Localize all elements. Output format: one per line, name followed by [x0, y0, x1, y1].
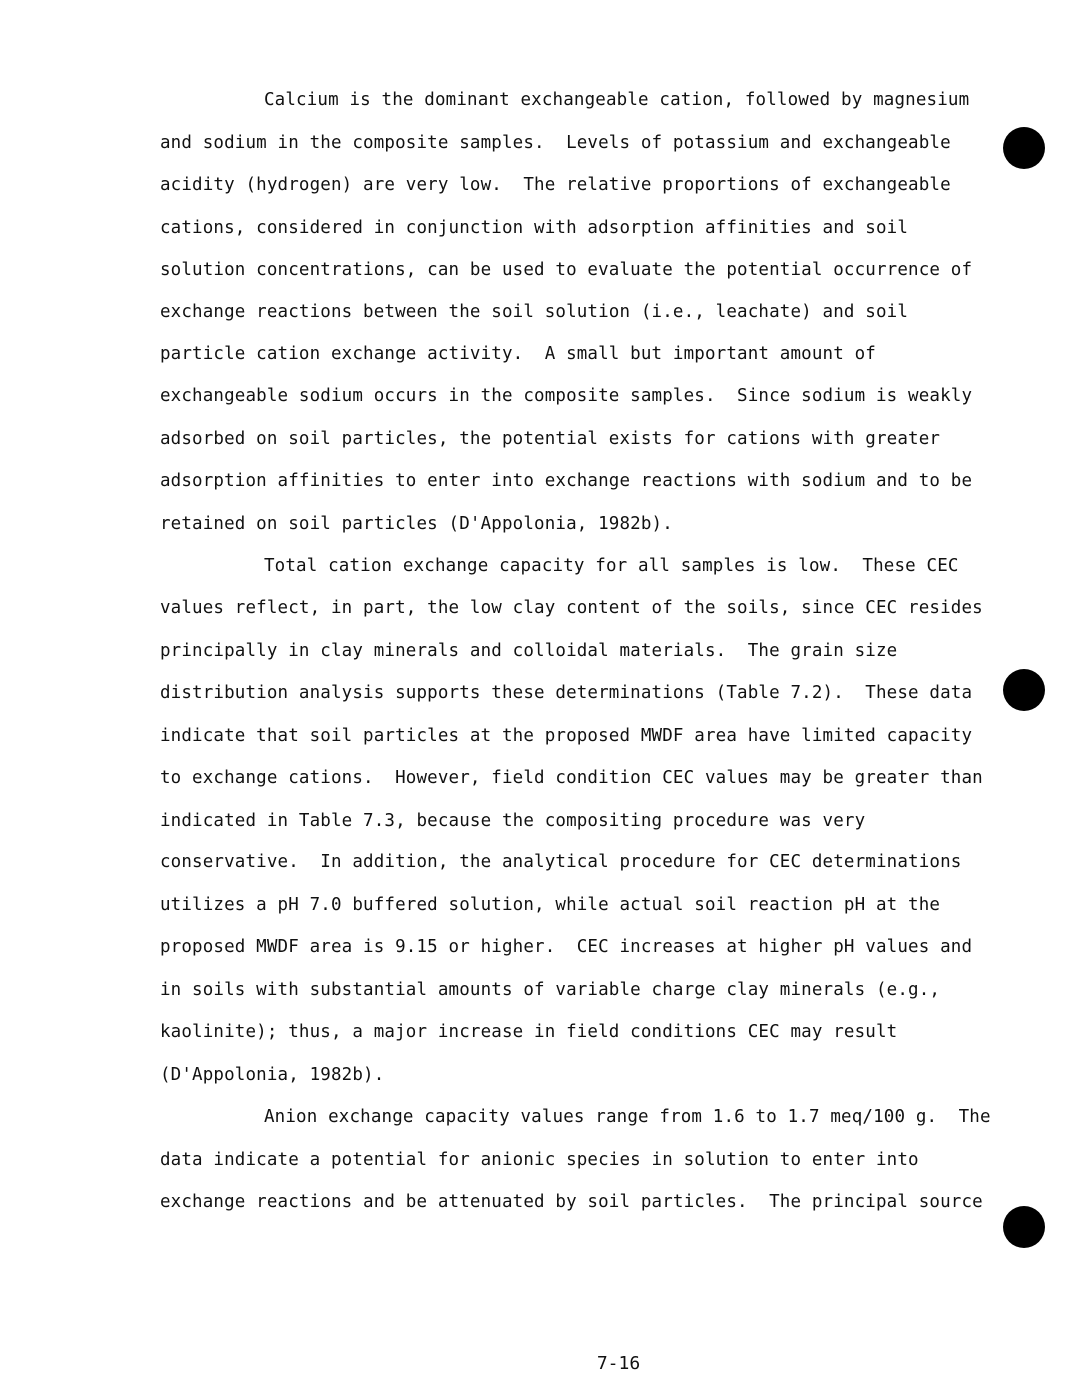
text-line: distribution analysis supports these determinations (Table 7.2). These data [160, 683, 973, 703]
text-line: in soils with substantial amounts of variable charge clay minerals (e.g., [160, 980, 941, 1000]
text-line: (D'Appolonia, 1982b). [160, 1065, 385, 1085]
text-line: solution concentrations, can be used to evaluate the potential occurrence of [160, 260, 973, 280]
text-line: adsorption affinities to enter into exchange reactions with sodium and to be [160, 471, 973, 491]
text-line: particle cation exchange activity. A small but important amount of [160, 344, 876, 364]
text-line: retained on soil particles (D'Appolonia, 1982b). [160, 514, 673, 534]
punch-hole-middle [1003, 669, 1045, 711]
text-line: to exchange cations. However, field condition CEC values may be greater than [160, 768, 983, 788]
text-line: kaolinite); thus, a major increase in field conditions CEC may result [160, 1022, 898, 1042]
text-line: indicate that soil particles at the proposed MWDF area have limited capacity [160, 726, 973, 746]
text-line: conservative. In addition, the analytical procedure for CEC determinations [160, 852, 962, 872]
text-line: Anion exchange capacity values range from 1.6 to 1.7 meq/100 g. The [264, 1107, 991, 1127]
text-line: cations, considered in conjunction with adsorption affinities and soil [160, 218, 909, 238]
text-line: indicated in Table 7.3, because the compositing procedure was very [160, 811, 866, 831]
text-line: exchange reactions and be attenuated by soil particles. The principal source [160, 1192, 983, 1212]
text-line: principally in clay minerals and colloidal materials. The grain size [160, 641, 898, 661]
text-line: exchangeable sodium occurs in the composite samples. Since sodium is weakly [160, 386, 973, 406]
text-line: exchange reactions between the soil solution (i.e., leachate) and soil [160, 302, 909, 322]
text-line: data indicate a potential for anionic species in solution to enter into [160, 1150, 919, 1170]
punch-hole-top [1003, 127, 1045, 169]
text-line: adsorbed on soil particles, the potential exists for cations with greater [160, 429, 941, 449]
text-line: Total cation exchange capacity for all samples is low. These CEC [264, 556, 959, 576]
punch-hole-bottom [1003, 1206, 1045, 1248]
text-line: proposed MWDF area is 9.15 or higher. CEC increases at higher pH values and [160, 937, 973, 957]
text-line: Calcium is the dominant exchangeable cation, followed by magnesium [264, 90, 970, 110]
text-line: and sodium in the composite samples. Levels of potassium and exchangeable [160, 133, 951, 153]
text-line: values reflect, in part, the low clay content of the soils, since CEC resides [160, 598, 983, 618]
text-line: acidity (hydrogen) are very low. The relative proportions of exchangeable [160, 175, 951, 195]
text-line: utilizes a pH 7.0 buffered solution, while actual soil reaction pH at the [160, 895, 941, 915]
page-number: 7-16 [596, 1353, 641, 1374]
